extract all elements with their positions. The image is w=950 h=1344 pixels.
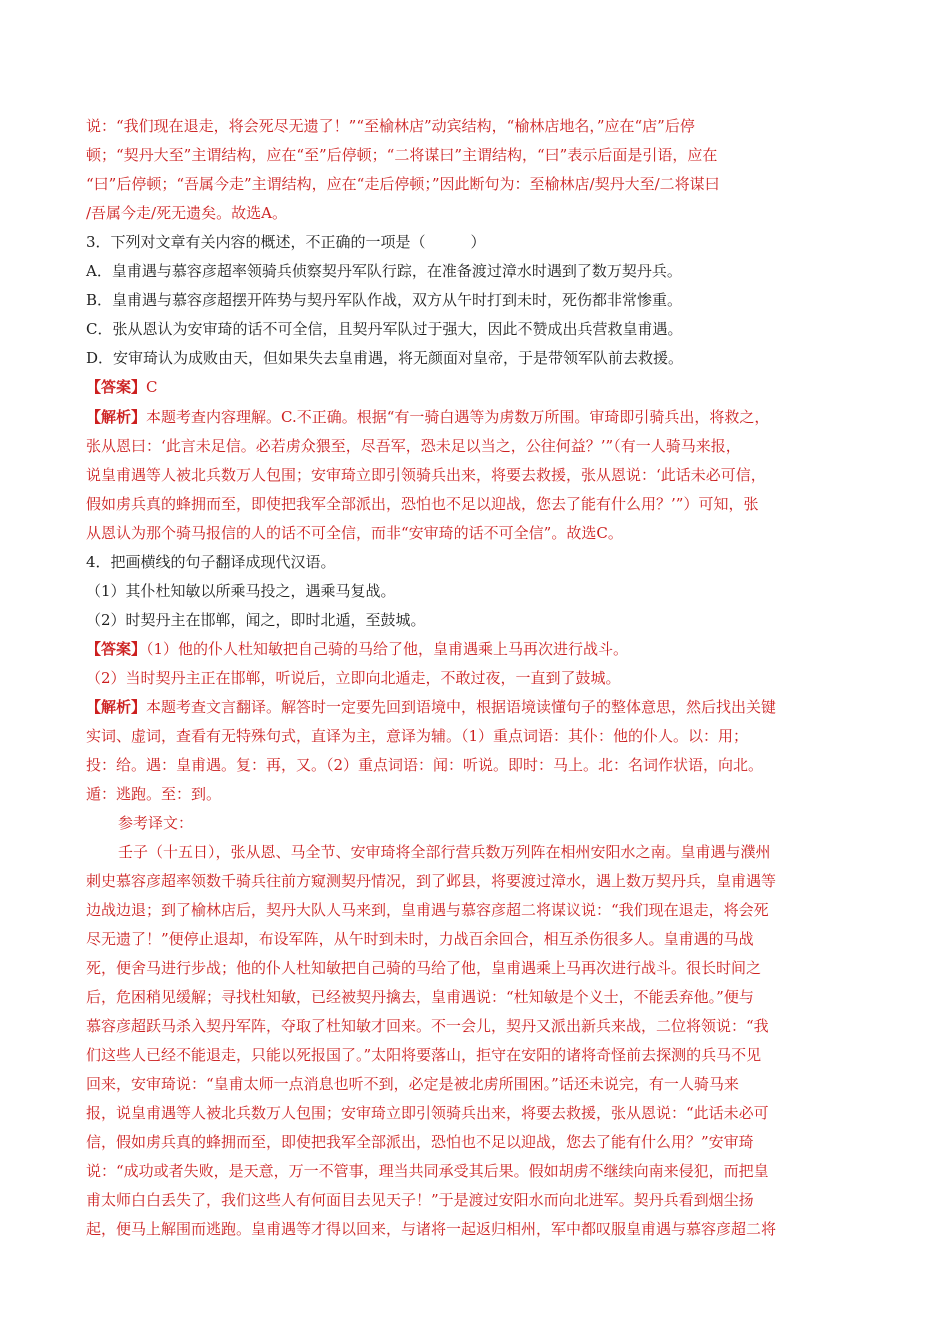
option-a: A．皇甫遇与慕容彦超率领骑兵侦察契丹军队行踪，在准备渡过漳水时遇到了数万契丹兵。 [86, 262, 682, 280]
text-line: 假如虏兵真的蜂拥而至，即使把我军全部派出，恐怕也不足以迎战，您去了能有什么用？’”）可知，张 [86, 495, 759, 513]
option-b: B．皇甫遇与慕容彦超摆开阵势与契丹军队作战，双方从午时打到未时，死伤都非常惨重。 [86, 291, 683, 309]
answer-text: （1）他的仆人杜知敏把自己骑的马给了他，皇甫遇乘上马再次进行战斗。 [146, 640, 629, 658]
text-line: 投：给。遇：皇甫遇。复：再，又。（2）重点词语：闻：听说。即时：马上。北：名词作状语，向北。 [86, 756, 764, 774]
text-line: 壬子（十五日），张从恩、马全节、安审琦将全部行营兵数万列阵在相州安阳水之南。皇甫遇与濮州 [118, 843, 771, 861]
analysis-tag: 【解析】 [86, 408, 147, 426]
reference-translation-heading: 参考译文： [118, 814, 194, 832]
text-line: 刺史慕容彦超率领数千骑兵往前方窥测契丹情况，到了邺县，将要渡过漳水，遇上数万契丹兵，皇甫遇等 [86, 872, 777, 890]
text-line: 张从恩曰：‘此言未足信。必若虏众猥至，尽吾军，恐未足以当之，公往何益？’”（有一人骑马来报， [86, 437, 741, 455]
text-line: 死，便舍马进行步战；他的仆人杜知敏把自己骑的马给了他，皇甫遇乘上马再次进行战斗。很长时间之 [86, 959, 762, 977]
text-line: （2）当时契丹主正在邯郸，听说后，立即向北遁走，不敢过夜，一直到了鼓城。 [86, 669, 621, 687]
text-line: 从恩认为那个骑马报信的人的话不可全信，而非“安审琦的话不可全信”。故选C。 [86, 524, 623, 542]
analysis-tag: 【解析】 [86, 698, 147, 716]
answer-line [86, 378, 876, 397]
question-4-stem: 4．把画横线的句子翻译成现代汉语。 [86, 553, 336, 571]
text-line: 实词、虚词，查看有无特殊句式，直译为主，意译为辅。（1）重点词语：其仆：他的仆人。以：用； [86, 727, 749, 745]
analysis-line [86, 698, 876, 717]
text-line: 顿；“契丹大至”主谓结构，应在“至”后停顿；“二将谋曰”主谓结构，“曰”表示后面是引语，应在 [86, 146, 718, 164]
sentence-1: （1）其仆杜知敏以所乘马投之，遇乘马复战。 [86, 582, 396, 600]
answer-tag: 【答案】 [86, 378, 147, 396]
analysis-text: 本题考查文言翻译。解答时一定要先回到语境中，根据语境读懂句子的整体意思，然后找出关键 [146, 698, 777, 716]
question-3-stem: 3．下列对文章有关内容的概述，不正确的一项是（ ） [86, 233, 486, 251]
text-line: 慕容彦超跃马杀入契丹军阵，夺取了杜知敏才回来。不一会儿，契丹又派出新兵来战，二位将领说：“我 [86, 1017, 769, 1035]
text-line: 信，假如虏兵真的蜂拥而至，即使把我军全部派出，恐怕也不足以迎战，您去了能有什么用？”安审琦 [86, 1133, 754, 1151]
sentence-2: （2）时契丹主在邯郸，闻之，即时北遁，至鼓城。 [86, 611, 426, 629]
text-line: “曰”后停顿；“吾属今走”主谓结构，应在“走后停顿；”因此断句为：至榆林店/契丹大至/二将谋曰 [86, 175, 720, 193]
text-line: 说：“我们现在退走，将会死尽无遗了！”“至榆林店”动宾结构，“榆林店地名，”应在“店”后停 [86, 117, 695, 135]
text-line: /吾属今走/死无遗矣。故选A。 [86, 204, 287, 222]
text-line: 说：“成功或者失败，是天意，万一不管事，理当共同承受其后果。假如胡虏不继续向南来侵犯，而把皇 [86, 1162, 769, 1180]
option-d: D．安审琦认为成败由天，但如果失去皇甫遇，将无颜面对皇帝，于是带领军队前去救援。 [86, 349, 684, 367]
text-line: 遁：逃跑。至：到。 [86, 785, 222, 803]
answer-text: C [146, 378, 158, 396]
text-line: 报，说皇甫遇等人被北兵数万人包围；安审琦立即引领骑兵出来，将要去救援，张从恩说：“此话未必可 [86, 1104, 769, 1122]
text-line: 边战边退；到了榆林店后，契丹大队人马来到，皇甫遇与慕容彦超二将谋议说：“我们现在退走，将会死 [86, 901, 769, 919]
text-line: 后，危困稍见缓解；寻找杜知敏，已经被契丹擒去，皇甫遇说：“杜知敏是个义士，不能丢弃他。”便与 [86, 988, 754, 1006]
answer-line [86, 640, 876, 659]
text-line: 甫太师白白丢失了，我们这些人有何面目去见天子！”于是渡过安阳水而向北进军。契丹兵看到烟尘扬 [86, 1191, 754, 1209]
text-line: 说皇甫遇等人被北兵数万人包围；安审琦立即引领骑兵出来，将要去救援，张从恩说：‘此话未必可信， [86, 466, 766, 484]
text-line: 起，便马上解围而逃跑。皇甫遇等才得以回来，与诸将一起返归相州，军中都叹服皇甫遇与慕容彦超二将 [86, 1220, 777, 1238]
text-line: 回来，安审琦说：“皇甫太师一点消息也听不到，必定是被北虏所围困。”话还未说完，有一人骑马来 [86, 1075, 739, 1093]
answer-tag: 【答案】 [86, 640, 147, 658]
option-c: C．张从恩认为安审琦的话不可全信，且契丹军队过于强大，因此不赞成出兵营救皇甫遇。 [86, 320, 683, 338]
text-line: 尽无遗了！”便停止退却，布设军阵，从午时到未时，力战百余回合，相互杀伤很多人。皇甫遇的马战 [86, 930, 754, 948]
analysis-text: 本题考查内容理解。C.不正确。根据“有一骑白遇等为虏数万所围。审琦即引骑兵出，将救之， [146, 408, 770, 426]
analysis-line [86, 408, 876, 427]
text-line: 们这些人已经不能退走，只能以死报国了。”太阳将要落山，拒守在安阳的诸将奇怪前去探测的兵马不见 [86, 1046, 762, 1064]
